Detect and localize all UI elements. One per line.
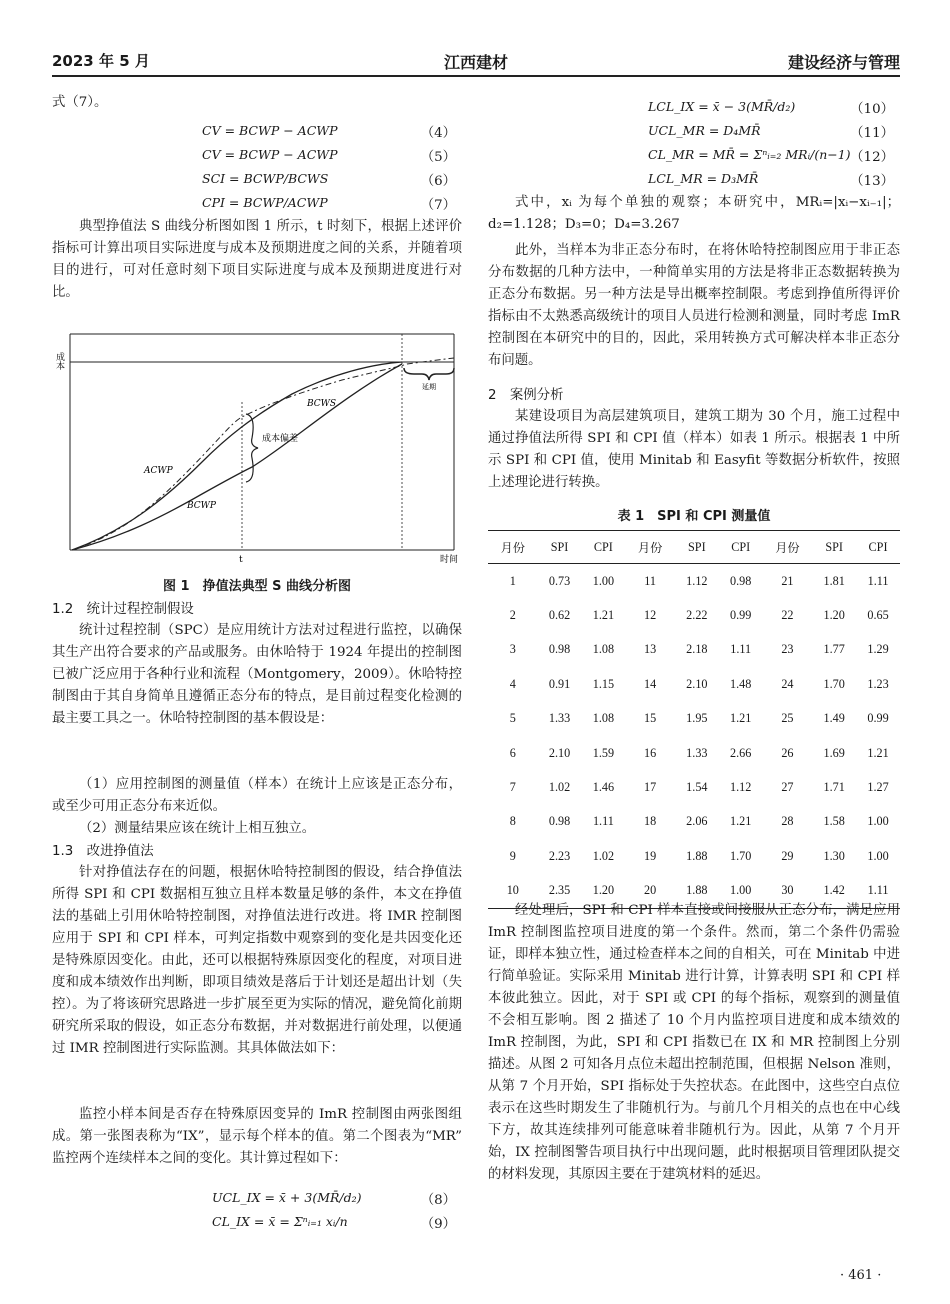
table-cell: 1.71 — [823, 780, 845, 795]
table-cell: 20 — [625, 874, 675, 909]
t-label: t — [239, 555, 243, 565]
table-cell: 2.10 — [548, 745, 571, 760]
table-cell: 1.02 — [548, 780, 571, 795]
header-cell: SPI — [675, 531, 719, 564]
table-row — [488, 770, 900, 804]
table-cell: 11 — [644, 573, 656, 588]
table-cell: 2 — [509, 608, 516, 623]
bcws-label: BCWS — [307, 399, 337, 409]
equation-8 — [52, 1187, 462, 1211]
table-1 — [488, 530, 900, 909]
equation-number: （13） — [850, 174, 894, 189]
table-cell: 23 — [781, 642, 794, 657]
s-curve-figure — [52, 322, 462, 570]
acwp-label: ACWP — [144, 466, 173, 476]
table-cell: 1.29 — [867, 642, 889, 657]
table-cell: 1.08 — [592, 642, 615, 657]
table-cell: 1.12 — [730, 780, 752, 795]
left-typical-paragraph: 典型挣值法 S 曲线分析图如图 1 所示，t 时刻下，根据上述评价指标可计算出项目实际进度与成本及预期进度之间的关系，并随着项目的进行，可对任意时刻下项目实际进度与成本及预期进度进行对比。 — [52, 219, 462, 300]
bcws-curve — [72, 362, 402, 550]
table-row — [488, 598, 900, 632]
section-1-3-title: 1.3 改进挣值法 — [52, 844, 154, 859]
table-cell: 8 — [509, 814, 516, 829]
table-cell: 1.88 — [686, 848, 708, 863]
left-equations-8-9 — [52, 1187, 462, 1235]
table-cell: 0.65 — [867, 608, 889, 623]
table-cell: 1.12 — [686, 573, 708, 588]
table-cell: 2.10 — [686, 676, 708, 691]
right-case-paragraph: 某建设项目为高层建筑项目，建筑工期为 30 个月，施工过程中通过挣值法所得 SPI 和 CPI 值（样本）如表 1 所示。根据表 1 中所示 SPI 和 CPI 值，使用 Minitab 和 Easyfit 等数据分析软件，按照上述理论进行转换。 — [488, 409, 900, 490]
right-where-paragraph: 式中，xᵢ 为每个单独的观察；本研究中，MRᵢ=|xᵢ−xᵢ₋₁|；d₂=1.128；D₃=0；D₄=3.267 — [488, 195, 900, 232]
table-cell: 25 — [781, 711, 794, 726]
table-cell: 14 — [644, 676, 657, 691]
table-cell: 18 — [644, 814, 657, 829]
table-cell: 1.00 — [592, 573, 615, 588]
equation-number: （7） — [420, 198, 456, 213]
table-cell: 1.21 — [867, 745, 889, 760]
table-cell: 2.06 — [686, 814, 708, 829]
equation-number: （9） — [420, 1217, 456, 1232]
table-cell: 1.20 — [581, 874, 625, 909]
equation-11 — [488, 120, 900, 144]
table-cell: 1.30 — [823, 848, 845, 863]
equation-number: （5） — [420, 150, 456, 165]
table-cell: 7 — [509, 780, 516, 795]
table-cell: 29 — [781, 848, 794, 863]
table-row — [488, 667, 900, 701]
table-cell: 1.20 — [823, 608, 845, 623]
left-assumption-2: （2）测量结果应该在统计上相互独立。 — [79, 821, 316, 836]
bcwp-curve — [72, 364, 402, 550]
left-improve-paragraph: 针对挣值法存在的问题，根据休哈特控制图的假设，结合挣值法所得 SPI 和 CPI 数据相互独立且样本数量足够的条件，本文在挣值法的基础上引用休哈特控制图，对挣值法进行改进。将 IMR 控制图应用于 SPI 和 CPI 样本，可判定指数中观察到的变化是共因变化还是特殊原因变化。由此，还可以根据特殊原因变化的程度，对项目进度和成本绩效作出判断，即项目绩效是落后于计划还是超出计划（失控）。为了将该研究思路进一步扩展至更为实际的情况，避免简化前期研究所采取的假设，如正态分布数据，并对数据进行前处理，以便通过 IMR 控制图进行实际监测。其具体做法如下： — [52, 865, 462, 1056]
header-cell: 月份 — [763, 531, 813, 564]
table-cell: 1.21 — [592, 608, 615, 623]
table-cell: 0.91 — [548, 676, 571, 691]
table-cell: 17 — [644, 780, 657, 795]
table-cell: 0.73 — [548, 573, 571, 588]
figure-1-caption: 图 1 挣值法典型 S 曲线分析图 — [163, 579, 351, 594]
equation-number: （10） — [850, 102, 894, 117]
table-row — [488, 736, 900, 770]
table-cell: 2.23 — [548, 848, 571, 863]
equation-expr: LCL_IX = x̄ − 3(MR̄/d₂) — [648, 99, 796, 114]
header-rule — [52, 75, 900, 77]
bcwp-label: BCWP — [187, 501, 216, 511]
table-cell: 1.27 — [867, 780, 889, 795]
equation-4 — [52, 120, 462, 144]
table-cell: 19 — [644, 848, 657, 863]
table-cell: 9 — [509, 848, 516, 863]
delay-label: 延期 — [422, 383, 436, 391]
x-axis-label: 时间 — [440, 555, 459, 565]
table-cell: 3 — [509, 642, 516, 657]
table-cell: 1.81 — [823, 573, 845, 588]
table-cell: 27 — [781, 780, 794, 795]
table-row — [488, 839, 900, 873]
table-cell: 1.59 — [592, 745, 615, 760]
table-cell: 4 — [509, 676, 516, 691]
table-cell: 22 — [781, 608, 794, 623]
page-number: · 461 · — [840, 1268, 882, 1283]
table-cell: 1.77 — [823, 642, 845, 657]
equation-number: （6） — [420, 174, 456, 189]
equation-13 — [488, 168, 900, 192]
delay-brace — [404, 368, 454, 380]
table-cell: 1.21 — [730, 814, 752, 829]
table-cell: 16 — [644, 745, 657, 760]
header-cell: CPI — [856, 531, 900, 564]
equation-9 — [52, 1211, 462, 1235]
page-header — [52, 48, 900, 72]
header-journal: 江西建材 — [443, 53, 508, 72]
table-cell: 1.54 — [686, 780, 708, 795]
table-header-row — [488, 531, 900, 564]
right-equations-10-13 — [488, 96, 900, 192]
table-cell: 1.49 — [823, 711, 845, 726]
equation-expr: UCL_IX = x̄ + 3(MR̄/d₂) — [212, 1190, 362, 1205]
equation-10 — [488, 96, 900, 120]
table-cell: 6 — [509, 745, 516, 760]
equation-number: （4） — [420, 126, 456, 141]
left-monitor-paragraph: 监控小样本间是否存在特殊原因变异的 ImR 控制图由两张图组成。第一张图表称为“IX”，显示每个样本的值。第二个图表为“MR” 监控两个连续样本之间的变化。其计算过程如下： — [52, 1107, 462, 1166]
table-body — [488, 564, 900, 909]
equation-expr: CPI = BCWP/ACWP — [202, 195, 328, 210]
table-cell: 2.35 — [538, 874, 582, 909]
table-cell: 0.99 — [867, 711, 889, 726]
left-intro: 式（7）。 — [52, 95, 108, 110]
table-cell: 21 — [781, 573, 794, 588]
table-cell: 0.98 — [730, 573, 752, 588]
section-2-title: 2 案例分析 — [488, 388, 564, 403]
equation-expr: UCL_MR = D₄MR̄ — [648, 123, 761, 138]
table-cell: 1.11 — [867, 573, 889, 588]
equation-number: （11） — [850, 126, 894, 141]
equation-5 — [52, 144, 462, 168]
right-after-paragraph: 经处理后，SPI 和 CPI 样本直接或间接服从正态分布，满足应用 ImR 控制图监控项目进度的第一个条件。然而，第二个条件仍需验证，即样本独立性，通过检查样本之间的自相关，可在 Minitab 中进行简单验证。实际采用 Minitab 进行计算，计算表明 SPI 和 CPI 样本彼此独立。因此，对于 SPI 或 CPI 的每个指标，观察到的测量值不会相互影响。图 2 描述了 10 个月内监控项目进度和成本绩效的 ImR 控制图，为此，SPI 和 CPI 指数已在 IX 和 MR 控制图上分别描述。从图 2 可知各月点位未超出控制范围，但根据 Nelson 准则，从第 7 个月开始，SPI 指标处于失控状态。在此图中，这些空白点位表示在这些时期发生了非随机行为。与前几个月相关的点也在中心线下方，故其连续排列可能意味着非随机行为。因此，从第 7 个月开始，IX 控制图警告项目执行中出现问题，此时根据项目管理团队提交的材料发现，其原因主要在于建筑材料的延迟。 — [488, 903, 900, 1182]
table-cell: 24 — [781, 676, 794, 691]
header-cell: SPI — [538, 531, 582, 564]
table-cell: 1.95 — [686, 711, 708, 726]
table-cell: 10 — [488, 874, 538, 909]
section-1-2-title: 1.2 统计过程控制假设 — [52, 602, 194, 617]
table-row — [488, 702, 900, 736]
table-cell: 0.62 — [548, 608, 571, 623]
table-cell: 1.46 — [592, 780, 615, 795]
header-section: 建设经济与管理 — [787, 53, 900, 72]
table-cell: 15 — [644, 711, 657, 726]
table-cell: 1.11 — [592, 814, 614, 829]
y-axis-label: 成本 — [54, 352, 64, 370]
table-cell: 28 — [781, 814, 794, 829]
right-nonnormal-paragraph: 此外，当样本为非正态分布时，在将休哈特控制图应用于非正态分布数据的几种方法中，一种简单实用的方法是将非正态数据转换为正态分布数据。另一种方法是导出概率控制限。考虑到挣值所得评价指标由不太熟悉高级统计的项目人员进行检测和测量，同时考虑 ImR 控制图在本研究中的目的，因此，采用转换方式可解决样本非正态分布问题。 — [488, 243, 900, 368]
equation-number: （12） — [850, 150, 894, 165]
table-cell: 2.18 — [686, 642, 708, 657]
equation-expr: CL_IX = x̄ = Σⁿᵢ₌₁ xᵢ/n — [212, 1214, 348, 1229]
left-spc-paragraph: 统计过程控制（SPC）是应用统计方法对过程进行监控，以确保其生产出符合要求的产品或服务。由休哈特于 1924 年提出的控制图已被广泛应用于各种行业和流程（Montgomery，2009）。休哈特控制图由于其自身简单且遵循正态分布的特点，是目前过程变化检测的最主要工具之一。休哈特控制图的基本假设是： — [52, 623, 462, 726]
header-cell: CPI — [719, 531, 763, 564]
table-cell: 1.70 — [730, 848, 752, 863]
header-cell: 月份 — [625, 531, 675, 564]
header-cell: SPI — [812, 531, 856, 564]
table-cell: 1.42 — [812, 874, 856, 909]
table-row — [488, 633, 900, 667]
table-cell: 13 — [644, 642, 657, 657]
table-cell: 1.88 — [675, 874, 719, 909]
equation-expr: SCI = BCWP/BCWS — [202, 171, 329, 186]
table-cell: 1 — [509, 573, 516, 588]
table-cell: 1.58 — [823, 814, 845, 829]
equation-6 — [52, 168, 462, 192]
equation-12 — [488, 144, 900, 168]
table-cell: 1.33 — [686, 745, 708, 760]
table-cell: 12 — [644, 608, 657, 623]
cost-deviation-brace — [246, 414, 258, 482]
table-cell: 0.98 — [548, 814, 571, 829]
cost-deviation-label: 成本偏差 — [262, 434, 299, 444]
left-equations-4-7 — [52, 120, 462, 216]
table-cell: 26 — [781, 745, 794, 760]
equation-expr: CL_MR = MR̄ = Σⁿᵢ₌₂ MRᵢ/(n−1) — [648, 147, 851, 162]
table-row — [488, 564, 900, 599]
table-cell: 1.70 — [823, 676, 845, 691]
table-row — [488, 805, 900, 839]
table-cell: 1.33 — [548, 711, 571, 726]
table-cell: 1.11 — [856, 874, 900, 909]
table-cell: 1.02 — [592, 848, 615, 863]
table-cell: 1.21 — [730, 711, 752, 726]
header-cell: 月份 — [488, 531, 538, 564]
equation-number: （8） — [420, 1193, 456, 1208]
equation-expr: CV = BCWP − ACWP — [202, 147, 338, 162]
table-cell: 1.00 — [719, 874, 763, 909]
table-cell: 1.00 — [867, 814, 889, 829]
table-cell: 2.22 — [686, 608, 708, 623]
header-cell: CPI — [581, 531, 625, 564]
table-cell: 5 — [509, 711, 516, 726]
table-1-title: 表 1 SPI 和 CPI 测量值 — [617, 509, 771, 524]
equation-expr: LCL_MR = D₃MR̄ — [648, 171, 759, 186]
table-cell: 1.11 — [730, 642, 752, 657]
equation-7 — [52, 192, 462, 216]
table-cell: 0.99 — [730, 608, 752, 623]
table-cell: 2.66 — [730, 745, 752, 760]
table-cell: 0.98 — [548, 642, 571, 657]
table-cell: 1.69 — [823, 745, 845, 760]
table-cell: 1.15 — [592, 676, 615, 691]
table-cell: 1.08 — [592, 711, 615, 726]
equation-expr: CV = BCWP − ACWP — [202, 123, 338, 138]
table-cell: 30 — [763, 874, 813, 909]
table-cell: 1.23 — [867, 676, 889, 691]
table-cell: 1.00 — [867, 848, 889, 863]
left-assumption-1: （1）应用控制图的测量值（样本）在统计上应该是正态分布，或至少可用正态分布来近似。 — [52, 777, 462, 814]
header-date: 2023 年 5 月 — [52, 52, 150, 70]
table-cell: 1.48 — [730, 676, 752, 691]
